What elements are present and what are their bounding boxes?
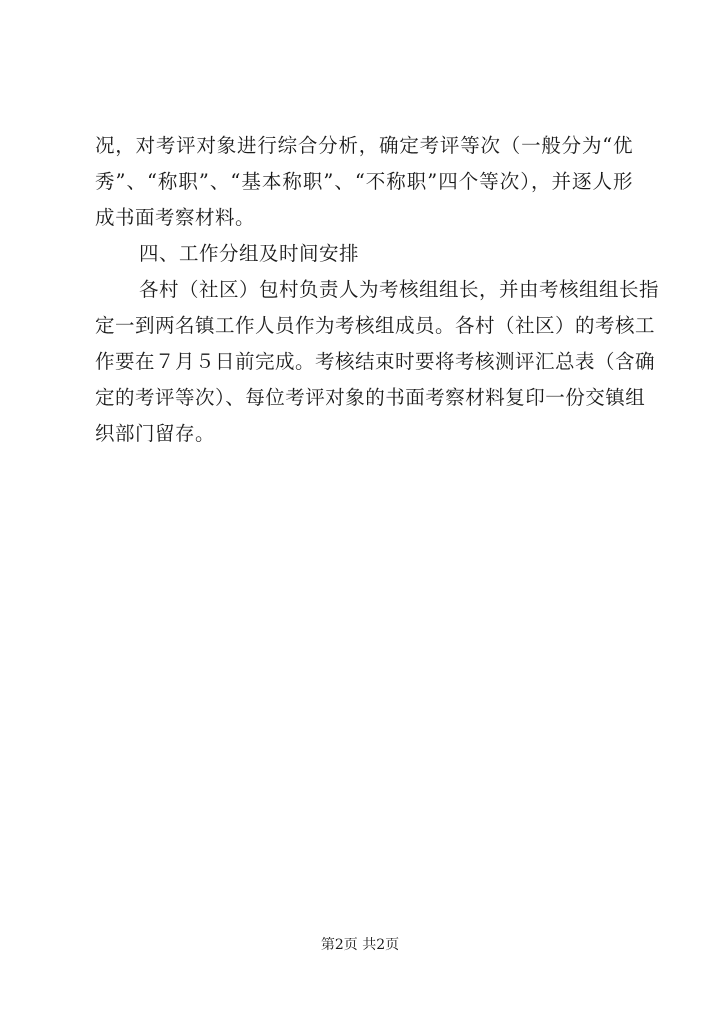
paragraph-line: 秀”、“称职”、“基本称职”、“不称职”四个等次），并逐人形 [95,170,633,193]
paragraph-line: 各村（社区）包村负责人为考核组组长，并由考核组组长指 [139,278,660,301]
section-heading: 四、工作分组及时间安排 [139,242,360,265]
paragraph-line: 作要在７月５日前完成。考核结束时要将考核测评汇总表（含确 [95,350,656,373]
paragraph-line: 成书面考察材料。 [95,206,256,229]
paragraph-line: 定的考评等次）、每位考评对象的书面考察材料复印一份交镇组 [95,386,646,409]
document-body [95,128,660,452]
paragraph-line: 织部门留存。 [95,422,216,445]
paragraph-line: 定一到两名镇工作人员作为考核组成员。各村（社区）的考核工 [95,314,656,337]
paragraph-line: 况，对考评对象进行综合分析，确定考评等次（一般分为“优 [95,134,633,157]
page-number-footer: 第2页 共2页 [320,937,400,953]
